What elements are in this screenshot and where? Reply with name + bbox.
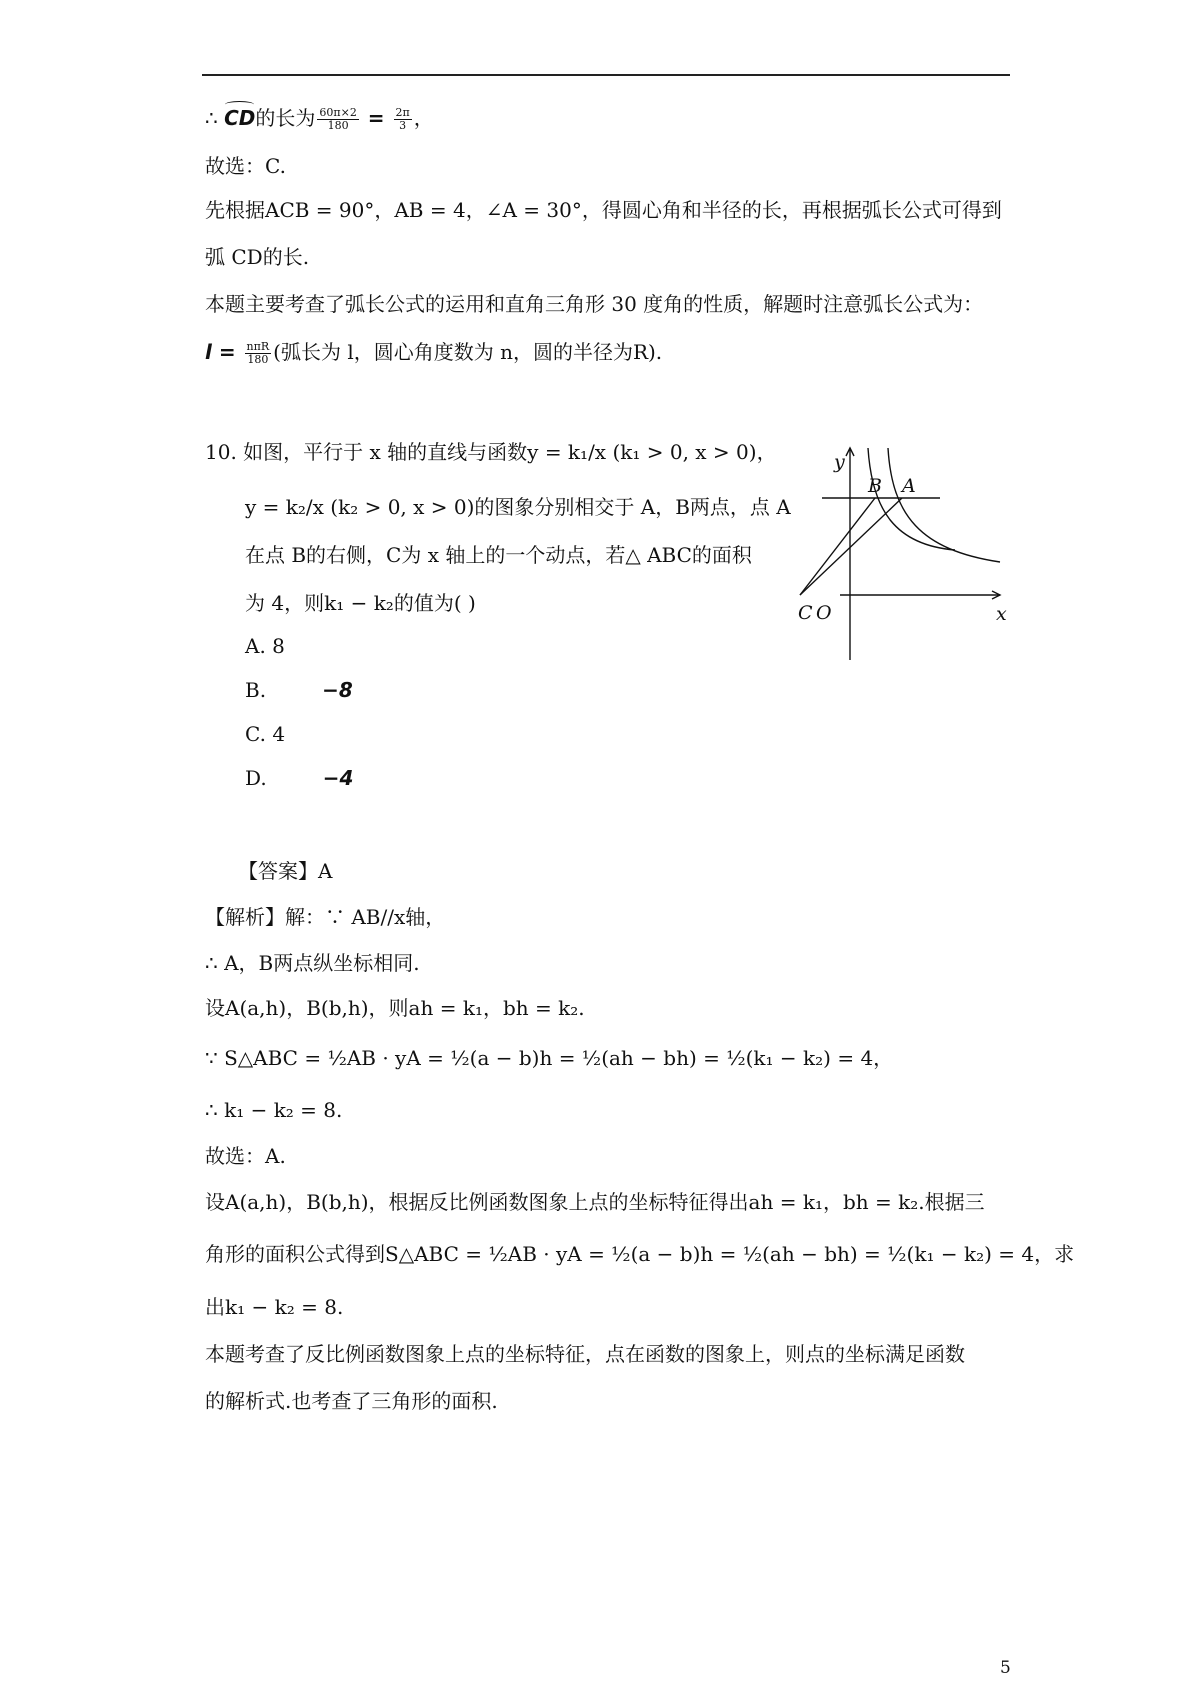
header-rule (202, 74, 1010, 76)
solution-10-line-6: 故选：A. (205, 1144, 286, 1168)
option-b: B. −8 (245, 678, 353, 702)
question-10-line-4: 为 4，则k₁ − k₂的值为( ) (245, 591, 476, 615)
solution-10-line-3: 设A(a,h)，B(b,h)，则ah = k₁，bh = k₂. (205, 996, 585, 1020)
page-number: 5 (1000, 1658, 1011, 1678)
point-a-label: A (902, 475, 916, 497)
analysis-line-9a: 先根据ACB = 90°，AB = 4，∠A = 30°，得圆心角和半径的长，再根据弧长公式可得到 (205, 198, 1002, 222)
point-c-label: C (798, 602, 813, 624)
solution-10-line-5: ∴ k₁ − k₂ = 8. (205, 1098, 343, 1122)
solution-10-line-9: 出k₁ − k₂ = 8. (205, 1295, 344, 1319)
option-a: A. 8 (245, 634, 285, 658)
arc-length-line: ∴ CD的长为 $\frac{60\pi\times 2}{180}$ = $\frac{2\pi}{3}$ ， (205, 106, 434, 132)
question-10-line-2: y = k₂/x (k₂ > 0, x > 0)的图象分别相交于 A，B两点，点 A (245, 495, 791, 519)
x-label: x (996, 603, 1007, 625)
question-10-line-1: 10. 如图，平行于 x 轴的直线与函数y = k₁/x (k₁ > 0, x > 0)， (205, 440, 777, 464)
solution-10-line-2: ∴ A，B两点纵坐标相同. (205, 951, 420, 975)
comment-10-line-1: 本题考查了反比例函数图象上点的坐标特征，点在函数的图象上，则点的坐标满足函数 (205, 1342, 965, 1366)
solution-10-line-1: 【解析】解：∵ AB//x轴， (205, 905, 446, 929)
comment-line-9: 本题主要考查了弧长公式的运用和直角三角形 30 度角的性质，解题时注意弧长公式为： (205, 292, 984, 316)
origin-label: O (816, 602, 832, 624)
solution-10-line-7: 设A(a,h)，B(b,h)，根据反比例函数图象上点的坐标特征得出ah = k₁，bh = k₂.根据三 (205, 1190, 985, 1214)
y-label: y (834, 451, 845, 473)
segment-cb (800, 498, 875, 595)
answer-10: 【答案】A (238, 859, 333, 883)
hyperbola-figure (800, 440, 1010, 665)
segment-ca (800, 498, 902, 595)
option-c: C. 4 (245, 722, 286, 746)
arc-cd-label: CD (224, 106, 256, 130)
result-fraction: $\frac{2\pi}{3}$ (395, 106, 410, 132)
comment-10-line-2: 的解析式.也考查了三角形的面积. (205, 1389, 498, 1413)
arc-fraction: $\frac{60\pi\times 2}{180}$ (319, 106, 357, 132)
analysis-line-9b: 弧 CD的长. (205, 245, 310, 269)
point-b-label: B (868, 475, 882, 497)
solution-10-line-8: 角形的面积公式得到S△ABC = ½AB · yA = ½(a − b)h = ½(ah − bh) = ½(k₁ − k₂) = 4，求 (205, 1242, 1075, 1266)
curve-k2 (868, 448, 955, 550)
option-d: D. −4 (245, 766, 354, 790)
solution-10-line-4: ∵ S△ABC = ½AB · yA = ½(a − b)h = ½(ah − bh) = ½(k₁ − k₂) = 4， (205, 1046, 894, 1070)
choose-line-9: 故选：C. (205, 154, 286, 178)
question-10-line-3: 在点 B的右侧，C为 x 轴上的一个动点，若△ ABC的面积 (245, 543, 752, 567)
formula-line-9: l = $\frac{\text{nπR}}{180}$ (弧长为 l，圆心角度数为 n，圆的半径为R). (205, 340, 663, 366)
curve-k1 (888, 448, 1000, 562)
formula-fraction: $\frac{\text{nπR}}{180}$ (246, 340, 270, 366)
